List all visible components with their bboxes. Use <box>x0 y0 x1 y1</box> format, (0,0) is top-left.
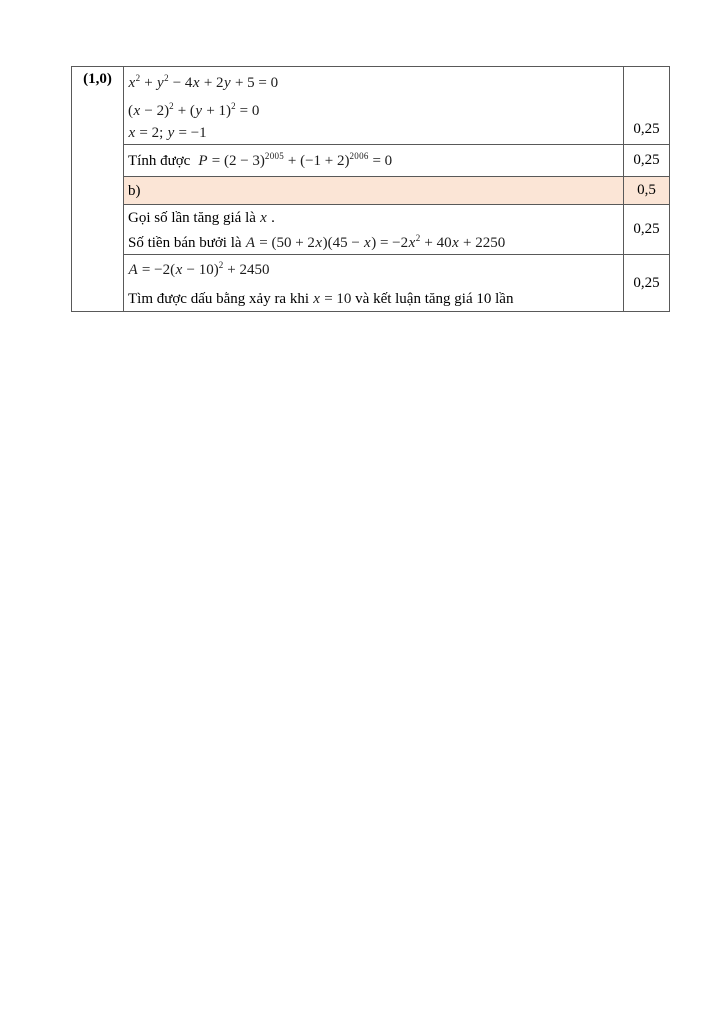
math-expression: x <box>260 210 267 227</box>
rubric-rows <box>124 67 669 311</box>
math-expression: $A = (50 + 2x)(45 - x) = -2x^2 + 40x + 2250$ <box>245 233 506 252</box>
rubric-row-2 <box>124 145 669 177</box>
solution-line <box>128 123 619 143</box>
score-cell <box>623 145 669 176</box>
solution-line <box>128 145 619 171</box>
question-points-cell <box>72 67 124 311</box>
score-cell <box>623 67 669 144</box>
rubric-row-3-highlighted <box>124 177 669 206</box>
score-value: 0,25 <box>633 120 660 137</box>
text-fragment: và kết luận tăng giá 10 lần <box>351 291 514 308</box>
score-value: 0,5 <box>637 182 656 198</box>
math-expression: $P = (2 - 3)^{2005} + (-1 + 2)^{2006} = 0$ <box>198 150 393 169</box>
rubric-row-4 <box>124 205 669 255</box>
solution-line <box>128 289 619 309</box>
solution-cell <box>124 177 623 205</box>
text-fragment: Tìm được dấu bằng xảy ra khi <box>128 291 313 308</box>
score-cell <box>623 177 669 205</box>
solution-line <box>128 255 619 280</box>
score-value: 0,25 <box>633 274 660 291</box>
math-expression: x = 2; y = −1 <box>128 125 207 141</box>
score-value: 0,25 <box>633 221 660 238</box>
solution-cell <box>124 205 623 254</box>
solution-line <box>128 205 619 228</box>
solution-cell <box>124 67 623 144</box>
part-label <box>128 177 619 201</box>
text-fragment: . <box>267 210 275 227</box>
solution-cell <box>124 145 623 176</box>
rubric-row-1 <box>124 67 669 145</box>
solution-line <box>128 67 619 93</box>
text-fragment: b) <box>128 182 141 199</box>
math-expression: $(x - 2)^2 + (y + 1)^2 = 0$ <box>128 101 260 119</box>
solution-line <box>128 233 619 253</box>
rubric-row-5 <box>124 255 669 311</box>
question-points-label: (1,0) <box>83 71 112 87</box>
math-expression: x = 10 <box>313 291 352 308</box>
text-fragment: Gọi số lần tăng giá là <box>128 210 260 227</box>
score-value: 0,25 <box>633 151 660 168</box>
text-fragment: Tính được <box>128 152 198 169</box>
solution-line <box>128 101 619 121</box>
score-cell <box>623 205 669 254</box>
math-expression: $A = -2(x - 10)^2 + 2450$ <box>128 260 270 279</box>
grading-rubric-table <box>71 66 670 312</box>
solution-cell <box>124 255 623 311</box>
text-fragment: Số tiền bán bưởi là <box>128 235 246 252</box>
math-expression: $x^2 + y^2 - 4x + 2y + 5 = 0$ <box>128 73 279 91</box>
score-cell <box>623 255 669 311</box>
